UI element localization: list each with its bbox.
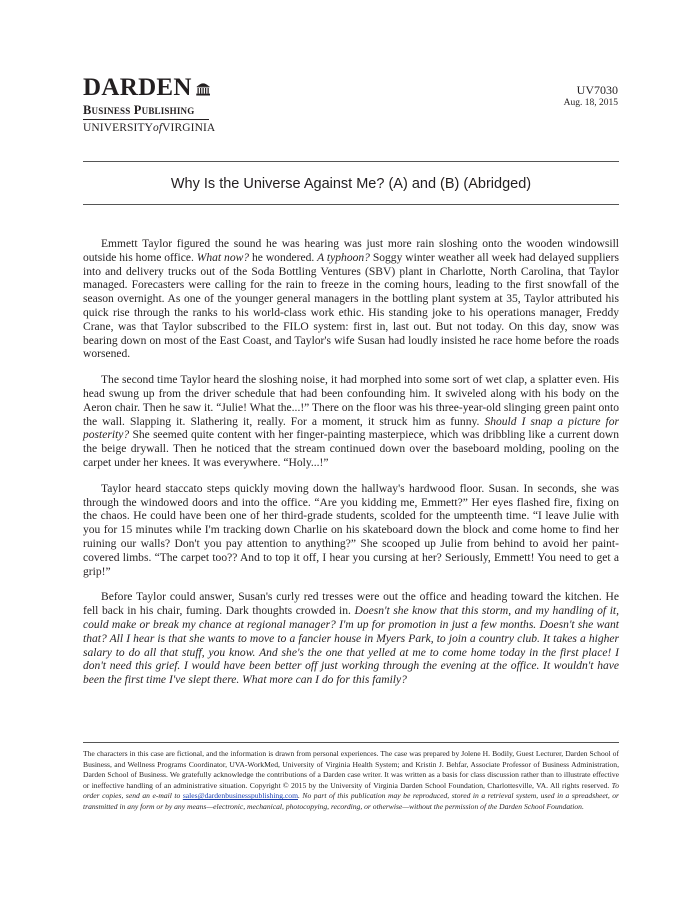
case-title: Why Is the Universe Against Me? (A) and (B) (Abridged) — [170, 176, 532, 192]
title-rule-bottom — [83, 204, 619, 205]
logo-business-publishing: Business Publishing — [83, 103, 195, 117]
rotunda-icon — [195, 76, 211, 100]
paragraph-4: Before Taylor could answer, Susan's curly red tresses were out the office and heading toward the kitchen. He fell back in his chair, fuming. Dark thoughts crowded in. Doesn't she know that this storm, and my handling of it, could make or break my chance at regional manager? I'm up for promotion in just a few months. Doesn't she want that? All I hear is that she wants to move to a fancier house in Myers Park, to join a country club. It takes a higher salary to do all that stuff, you know. And she's the one that yelled at me to come home today in the first place! I don't need this grief. I would have been better off just working through the evening at the office. It wouldn't have been the first time I've slept there. What more can I do for this family? — [83, 591, 620, 687]
paragraph-1: Emmett Taylor figured the sound he was hearing was just more rain sloshing onto the wooden windowsill outside his home office. What now? he wondered. A typhoon? Soggy winter weather all week had delayed suppliers into and delivery trucks out of the Soda Bottling Ventures (SBV) plant in Charlotte, North Carolina, that Taylor managed. Forecasters were calling for the rain to freeze in the coming hours, leading to the first snowfall of the season overnight. As one of the younger general managers in the bottling plant system at 35, Taylor attributed his quick rise through the ranks to his world-class work ethic. His standing joke to his operations manager, Freddy Crane, was that Taylor subscribed to the FILO system: first in, last out. But not today. On this day, snow was bearing down on most of the East Coast, and Taylor's wife Susan had loudly insisted he race home before the roads worsened. — [83, 238, 619, 361]
case-body — [83, 238, 619, 700]
footnote: The characters in this case are fictional, and the information is drawn from personal experiences. The case was prepared by Jolene H. Bodily, Guest Lecturer, Darden School of Business, and Wellness Programs Coordinator, UVA-WorkMed, University of Virginia Health System; and Kristin J. Behfar, Associate Professor of Business Administration, Darden School of Business. We gratefully acknowledge the contributions of a Darden case writer. It was written as a basis for class discussion rather than to illustrate effective or ineffective handling of an administrative situation. Copyright © 2015 by the University of Virginia Darden School Foundation, Charlottesville, VA. All rights reserved. To order copies, send an e-mail to sales@dardenbusinesspublishing.com. No part of this publication may be reproduced, stored in a retrieval system, used in a spreadsheet, or transmitted in any form or by any means—electronic, mechanical, photocopying, recording, or otherwise—without the permission of the Darden School Foundation. — [83, 749, 620, 811]
case-date: Aug. 18, 2015 — [563, 98, 618, 108]
case-number: UV7030 — [576, 83, 618, 97]
sales-email-link[interactable]: sales@dardenbusinesspublishing.com — [182, 791, 299, 801]
footnote-rule — [83, 742, 619, 743]
paragraph-3: Taylor heard staccato steps quickly moving down the hallway's hardwood floor. Susan. In seconds, she was through the windowed doors and into the office. “Are you kidding me, Emmett?” Her eyes flashed fire, fixing on the chaos. He could have been one of her third-grade students, scolded for the umpteenth time. “I leave Julie with you for 15 minutes while I'm tracking down Charlie on his skateboard down the block and come home to find her ruining our walls? Don't you pay attention to anything?” She scooped up Julie from behind to avoid her paint-covered limbs. “The carpet too?? And to top it off, I hear you cursing at her? Seriously, Emmett! You need to get a grip!” — [83, 482, 619, 578]
logo-university: UNIVERSITYofVIRGINIA — [83, 122, 216, 134]
title-rule-top — [83, 161, 619, 162]
logo-darden-text: DARDEN — [83, 74, 192, 101]
logo-divider — [83, 119, 209, 120]
paragraph-2: The second time Taylor heard the sloshing noise, it had morphed into some sort of wet clap, a splatter even. His head swung up from the driver schedule that had been confounding him. It swiveled along with his body on the Aeron chair. Then he saw it. “Julie! What the...!” There on the floor was his three-year-old slinging green paint onto the wall. Slapping it. Slathering it, really. For a moment, it struck him as funny. Should I snap a picture for posterity? She seemed quite content with her finger-painting masterpiece, which was dribbling like a current down the beige drywall. Then he noticed that the stream continued down over the baseboard molding, pooling on the carpet under her knees. It was everywhere. “Holy...!” — [83, 374, 619, 469]
darden-logo — [83, 74, 216, 135]
